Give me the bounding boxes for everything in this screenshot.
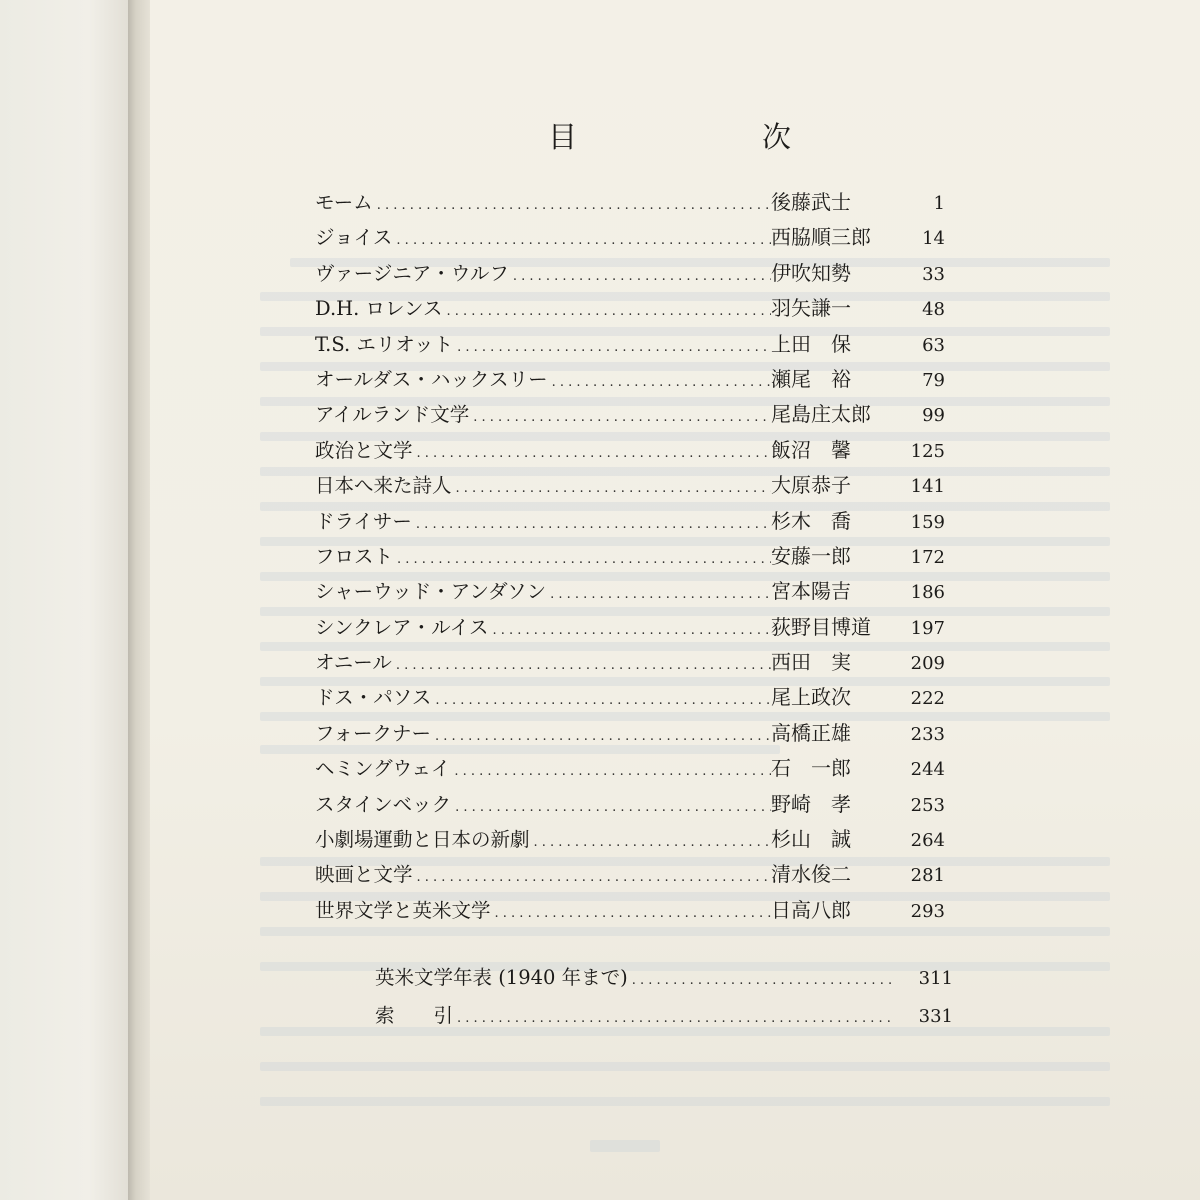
toc-entry	[315, 717, 945, 752]
entry-title: シャーウッド・アンダソン	[315, 580, 547, 604]
entry-author: 石 一郎	[771, 756, 851, 781]
entry-author: 飯沼 馨	[771, 437, 851, 462]
toc-entry	[315, 788, 945, 823]
entry-page-number: 281	[910, 865, 945, 887]
toc-entry	[315, 363, 945, 398]
toc-entry	[315, 894, 945, 929]
book-gutter	[128, 0, 150, 1200]
toc-entry	[315, 505, 945, 540]
dot-leader	[413, 870, 771, 885]
entry-page-number: 172	[910, 546, 945, 568]
toc-entry	[315, 221, 945, 256]
dot-leader	[392, 658, 771, 673]
appendix-list	[375, 962, 953, 1038]
entry-author: 羽矢謙一	[771, 296, 851, 321]
entry-page-number: 197	[910, 617, 945, 639]
entry-author: 尾島庄太郎	[771, 402, 871, 427]
dot-leader	[509, 269, 771, 284]
dot-leader	[530, 835, 771, 850]
entry-author: 野崎 孝	[771, 791, 851, 816]
entry-author: 瀬尾 裕	[771, 366, 851, 391]
dot-leader	[628, 973, 895, 988]
entry-title: 世界文学と英米文学	[315, 898, 491, 922]
dot-leader	[431, 693, 771, 708]
entry-title: 政治と文学	[315, 438, 413, 462]
entry-page-number: 141	[910, 476, 945, 498]
entry-author: 高橋正雄	[771, 720, 851, 745]
entry-page-number: 186	[910, 582, 945, 604]
entry-author: 杉山 誠	[771, 827, 851, 852]
dot-leader	[491, 906, 771, 921]
dot-leader	[548, 375, 771, 390]
dot-leader	[442, 304, 771, 319]
entry-title: ドライサー	[315, 509, 412, 533]
toc-entry	[315, 398, 945, 433]
entry-page-number: 209	[910, 653, 945, 675]
entry-title: モーム	[315, 191, 373, 214]
entry-author: 日高八郎	[771, 897, 851, 922]
entry-title: ドス・パソス	[315, 686, 432, 710]
entry-title: オールダス・ハックスリー	[315, 367, 548, 391]
entry-author: 西脇順三郎	[771, 225, 871, 250]
entry-title: スタインベック	[315, 792, 452, 816]
entry-page-number: 222	[910, 688, 945, 710]
entry-page-number: 244	[910, 759, 945, 781]
entry-title: ヘミングウェイ	[315, 757, 451, 781]
entry-page-number: 264	[910, 830, 945, 852]
entry-title: フォークナー	[315, 721, 432, 745]
entry-title: 小劇場運動と日本の新劇	[315, 828, 530, 852]
dot-leader	[373, 198, 771, 213]
toc-entry	[315, 434, 945, 469]
dot-leader	[412, 517, 771, 532]
toc-entry	[315, 257, 945, 292]
toc-entry	[315, 611, 945, 646]
entry-page-number: 99	[922, 405, 945, 427]
page-title: 目 次	[548, 120, 870, 154]
entry-author: 荻野目博道	[771, 614, 871, 639]
dot-leader	[450, 764, 771, 779]
entry-title: 索 引	[375, 1004, 454, 1027]
toc-entry	[315, 186, 945, 221]
entry-title: 英米文学年表 (1940 年まで)	[375, 966, 628, 989]
dot-leader	[431, 729, 771, 744]
entry-author: 安藤一郎	[771, 543, 851, 568]
left-page-edge	[0, 0, 128, 1200]
toc-entry	[315, 681, 945, 716]
toc-entry	[315, 858, 945, 893]
toc-entry	[315, 575, 945, 610]
dot-leader	[546, 587, 771, 602]
dot-leader	[393, 552, 771, 567]
appendix-entry	[375, 962, 953, 1000]
toc-entry	[315, 328, 945, 363]
entry-title: ジョイス	[315, 226, 393, 250]
entry-author: 尾上政次	[771, 685, 851, 710]
entry-title: シンクレア・ルイス	[315, 615, 489, 639]
entry-author: 西田 実	[771, 650, 851, 675]
entry-page-number: 48	[922, 299, 945, 321]
entry-page-number: 63	[922, 334, 945, 356]
entry-title: オニール	[315, 651, 392, 675]
entry-page-number: 1	[933, 193, 945, 214]
dot-leader	[392, 233, 771, 248]
toc-entry	[315, 823, 945, 858]
entry-page-number: 311	[918, 968, 953, 989]
entry-title: アイルランド文学	[315, 403, 470, 427]
toc-entry	[315, 646, 945, 681]
entry-title: ヴァージニア・ウルフ	[315, 261, 509, 285]
toc-entry	[315, 292, 945, 327]
entry-page-number: 293	[910, 900, 945, 922]
entry-author: 伊吹知勢	[771, 260, 851, 285]
entry-page-number: 233	[910, 723, 945, 745]
entry-page-number: 14	[922, 228, 945, 250]
entry-page-number: 79	[922, 369, 945, 391]
entry-author: 杉木 喬	[771, 508, 851, 533]
toc-entry	[315, 469, 945, 504]
entry-page-number: 33	[922, 263, 945, 285]
toc-entry	[315, 752, 945, 787]
entry-page-number: 125	[910, 440, 945, 462]
entry-page-number: 331	[918, 1006, 953, 1027]
table-of-contents	[315, 186, 945, 929]
entry-page-number: 159	[910, 511, 945, 533]
entry-author: 上田 保	[771, 331, 851, 356]
appendix-entry	[375, 1000, 953, 1038]
dot-leader	[413, 446, 771, 461]
entry-title: 日本へ来た詩人	[315, 474, 452, 498]
entry-title: 映画と文学	[315, 863, 413, 887]
entry-author: 後藤武士	[771, 190, 851, 214]
dot-leader	[488, 623, 771, 638]
entry-author: 大原恭子	[771, 473, 851, 498]
dot-leader	[469, 410, 771, 425]
entry-author: 清水俊二	[771, 862, 851, 887]
toc-entry	[315, 540, 945, 575]
dot-leader	[453, 1011, 895, 1026]
dot-leader	[453, 340, 771, 355]
dot-leader	[452, 481, 771, 496]
entry-author: 宮本陽吉	[771, 579, 851, 604]
dot-leader	[451, 800, 771, 815]
entry-title: D.H. ロレンス	[315, 297, 443, 321]
entry-title: T.S. エリオット	[315, 332, 454, 356]
entry-title: フロスト	[315, 544, 394, 568]
entry-page-number: 253	[910, 794, 945, 816]
